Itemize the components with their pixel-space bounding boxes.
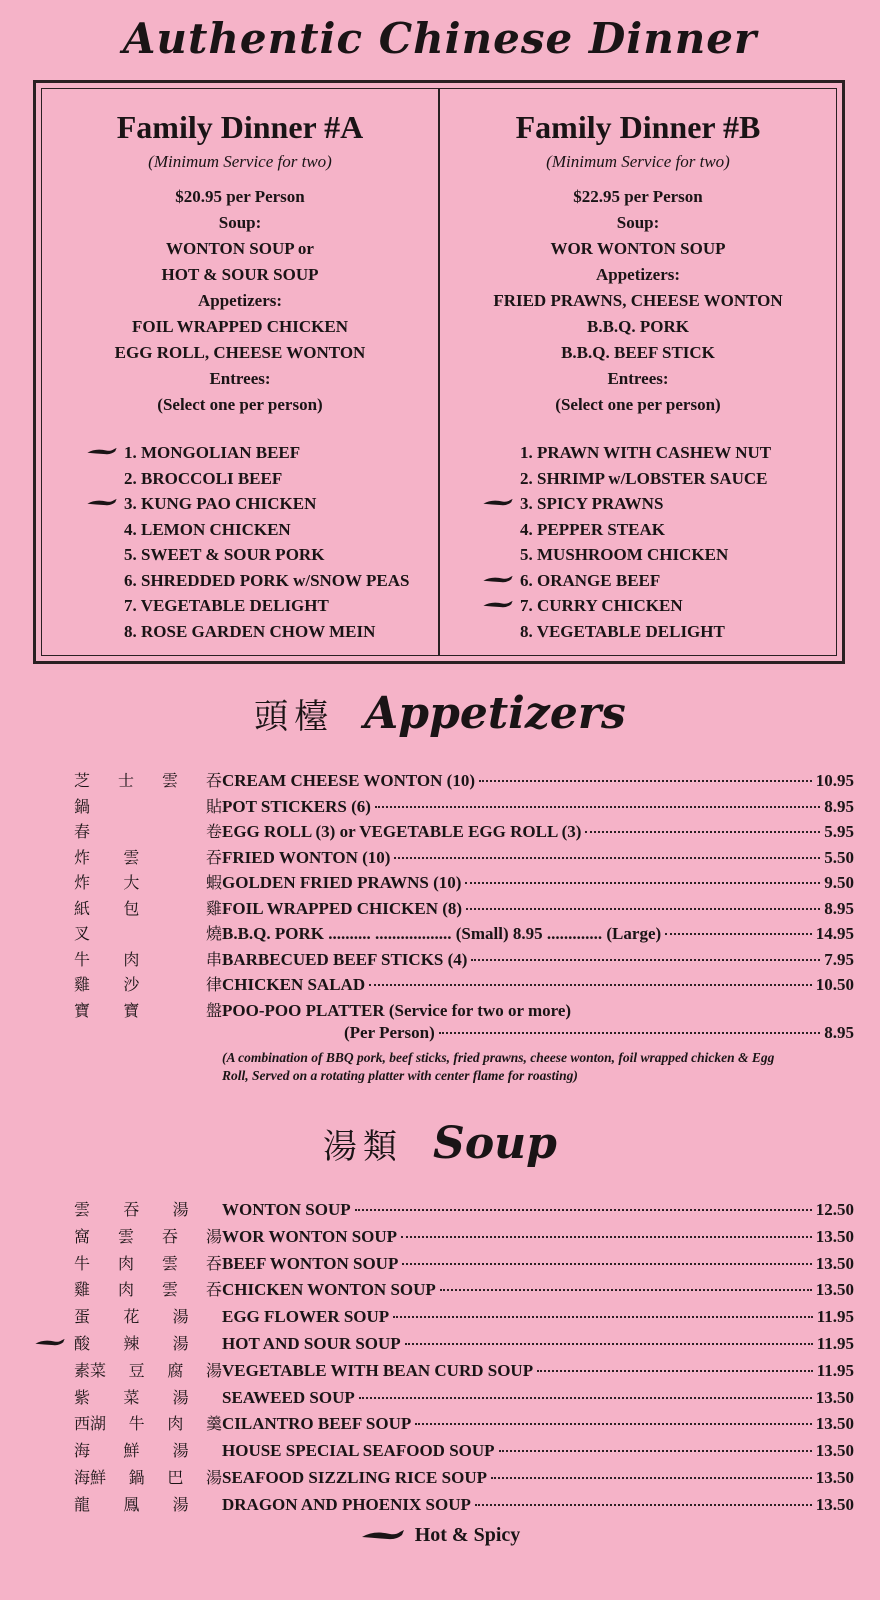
chinese-name <box>74 794 222 817</box>
menu-item <box>74 1465 854 1492</box>
per-person-label: (Per Person) <box>344 1023 435 1042</box>
appetizers-label: Appetizers: <box>197 291 283 310</box>
chinese-char: 肉 <box>117 1280 134 1300</box>
appetizers-heading-chinese: 頭檯 <box>254 697 335 737</box>
item-name: GOLDEN FRIED PRAWNS (10) <box>222 873 462 892</box>
entree-item <box>520 619 836 645</box>
chinese-char: 律 <box>205 975 222 994</box>
item-price: 13.50 <box>815 1387 854 1407</box>
entree-label: 4. PEPPER STEAK <box>520 519 665 539</box>
chinese-char: 窩 <box>74 1226 91 1246</box>
chinese-char: 海鮮 <box>74 1467 107 1487</box>
chinese-char: 酸 <box>74 1333 91 1353</box>
chinese-char: 西湖 <box>74 1414 107 1434</box>
chinese-char: 鮮 <box>123 1441 140 1461</box>
soup-option: WOR WONTON SOUP <box>550 239 726 258</box>
chinese-char: 湯 <box>172 1307 189 1327</box>
dot-leader <box>585 831 820 833</box>
item-name: CILANTRO BEEF SOUP <box>222 1414 412 1434</box>
chinese-char: 雲 <box>74 1200 91 1219</box>
chinese-char: 肉 <box>123 949 140 969</box>
chinese-char: 菜 <box>123 1387 140 1407</box>
menu-item <box>74 1224 854 1251</box>
chinese-name <box>74 1277 222 1300</box>
appetizers-label: Appetizers: <box>595 265 681 284</box>
item-name: CREAM CHEESE WONTON (10) <box>222 771 475 790</box>
entree-label: 1. PRAWN WITH CASHEW NUT <box>520 443 772 462</box>
item-price: 13.50 <box>815 1253 854 1273</box>
entree-label: 8. ROSE GARDEN CHOW MEIN <box>124 621 376 641</box>
chinese-char: 龍 <box>74 1494 91 1514</box>
chinese-char: 湯 <box>172 1200 189 1219</box>
menu-item <box>74 1358 854 1385</box>
chinese-char: 包 <box>123 898 140 918</box>
chinese-char: 湯 <box>172 1441 189 1461</box>
item-name: HOT AND SOUR SOUP <box>222 1333 401 1353</box>
appetizer-item: B.B.Q. BEEF STICK <box>561 343 715 362</box>
appetizers-heading-english: Appetizers <box>364 688 626 739</box>
dot-leader <box>401 1236 812 1238</box>
item-name: WOR WONTON SOUP <box>222 1226 398 1246</box>
chinese-char: 芝 <box>74 771 91 790</box>
chinese-char: 蛋 <box>74 1307 91 1327</box>
dot-leader <box>479 780 812 782</box>
item-name: VEGETABLE WITH BEAN CURD SOUP <box>222 1360 534 1380</box>
item-price: 13.50 <box>815 1280 854 1300</box>
menu-item <box>74 998 854 1024</box>
appetizer-list <box>74 768 854 1085</box>
dot-leader <box>439 1032 820 1034</box>
legend-label: Hot & Spicy <box>414 1524 521 1546</box>
family-dinner-a <box>42 89 440 655</box>
item-name: WONTON SOUP <box>222 1200 351 1219</box>
appetizer-item: EGG ROLL, CHEESE WONTON <box>114 343 366 362</box>
chili-pepper-icon <box>482 497 514 509</box>
item-name: BARBECUED BEEF STICKS (4) <box>222 949 468 969</box>
soup-label: Soup: <box>616 213 660 232</box>
item-price: 5.95 <box>824 822 854 841</box>
chinese-char: 紙 <box>74 898 91 918</box>
chinese-char: 豆 <box>128 1360 145 1380</box>
chinese-char: 鍋 <box>74 796 91 816</box>
chinese-char: 吞 <box>205 847 222 867</box>
item-price: 13.50 <box>815 1494 854 1514</box>
item-name: BEEF WONTON SOUP <box>222 1253 399 1273</box>
menu-item <box>74 1277 854 1304</box>
entree-item <box>124 619 438 645</box>
entrees-note: (Select one per person) <box>157 395 323 414</box>
chinese-char: 牛 <box>74 1253 91 1273</box>
item-name: FRIED WONTON (10) <box>222 847 391 867</box>
dot-leader <box>375 806 820 808</box>
appetizer-item: B.B.Q. PORK <box>586 317 689 336</box>
chinese-char: 湯 <box>205 1360 222 1380</box>
item-price: 11.95 <box>816 1360 854 1380</box>
menu-item <box>74 768 854 794</box>
chinese-char: 湯 <box>172 1333 189 1353</box>
item-price: 10.95 <box>815 771 854 790</box>
dot-leader <box>415 1423 812 1425</box>
dot-leader <box>537 1370 813 1372</box>
entree-label: 2. BROCCOLI BEEF <box>124 468 283 488</box>
entree-label: 5. MUSHROOM CHICKEN <box>520 545 729 564</box>
item-price: 10.50 <box>815 975 854 994</box>
dinner-price: $20.95 per Person <box>175 187 305 206</box>
chinese-name <box>74 1492 222 1515</box>
chinese-name <box>74 870 222 893</box>
chinese-char: 炸 <box>74 847 91 867</box>
dot-leader <box>355 1209 812 1211</box>
dot-leader <box>465 882 820 884</box>
item-price: 9.50 <box>824 873 854 892</box>
menu-item <box>74 1492 854 1519</box>
menu-item <box>74 947 854 973</box>
soup-option: HOT & SOUR SOUP <box>161 265 319 284</box>
entree-item <box>124 440 438 466</box>
entrees-label: Entrees: <box>209 369 271 388</box>
chili-pepper-icon <box>482 599 514 611</box>
family-dinner-b-heading: Family Dinner #B <box>515 109 761 145</box>
dot-leader <box>665 933 812 935</box>
chili-pepper-icon <box>482 574 514 586</box>
menu-item <box>74 1251 854 1278</box>
chinese-name <box>74 819 222 842</box>
soup-heading-chinese: 湯類 <box>323 1127 404 1167</box>
chinese-name <box>74 1304 222 1327</box>
chinese-char: 士 <box>117 771 134 790</box>
menu-item <box>74 819 854 845</box>
appetizer-item: FRIED PRAWNS, CHEESE WONTON <box>493 291 783 310</box>
chinese-char: 花 <box>123 1307 140 1327</box>
entree-item <box>520 568 836 594</box>
chinese-name <box>74 1385 222 1408</box>
platter-per-person-row <box>74 1023 854 1049</box>
dot-leader <box>393 1316 813 1318</box>
chinese-name <box>74 1331 222 1354</box>
menu-item <box>74 972 854 998</box>
dot-leader <box>405 1343 813 1345</box>
entree-item <box>520 517 836 543</box>
entree-label: 4. LEMON CHICKEN <box>124 519 291 539</box>
menu-item <box>74 1438 854 1465</box>
dot-leader <box>402 1263 811 1265</box>
item-price: 8.95 <box>824 1023 854 1042</box>
item-price: 7.95 <box>824 949 854 969</box>
chinese-name <box>74 947 222 970</box>
dot-leader <box>359 1397 812 1399</box>
chinese-char: 雲 <box>161 1253 178 1273</box>
chinese-char: 吞 <box>123 1200 140 1219</box>
soup-heading <box>0 1118 880 1169</box>
appetizer-item: FOIL WRAPPED CHICKEN <box>132 317 348 336</box>
chinese-char: 紫 <box>74 1387 91 1407</box>
menu-item <box>74 845 854 871</box>
item-name: SEAFOOD SIZZLING RICE SOUP <box>222 1467 487 1487</box>
soup-list <box>74 1197 854 1519</box>
item-name: CHICKEN WONTON SOUP <box>222 1280 436 1300</box>
item-name: EGG FLOWER SOUP <box>222 1307 390 1327</box>
chinese-char: 牛 <box>74 949 91 969</box>
minimum-service: (Minimum Service for two) <box>148 152 332 171</box>
chinese-name <box>74 845 222 868</box>
item-name: POT STICKERS (6) <box>222 796 371 816</box>
chinese-char: 鍋 <box>128 1467 145 1487</box>
menu-item <box>74 1197 854 1224</box>
soup-heading-english: Soup <box>433 1118 557 1169</box>
item-price: 12.50 <box>815 1200 854 1219</box>
chinese-name <box>74 768 222 791</box>
chinese-char: 炸 <box>74 873 91 892</box>
menu-item <box>74 1385 854 1412</box>
entree-item <box>124 517 438 543</box>
chili-pepper-icon <box>34 1337 66 1349</box>
item-name: SEAWEED SOUP <box>222 1387 355 1407</box>
entree-label: 2. SHRIMP w/LOBSTER SAUCE <box>520 468 768 488</box>
item-name: B.B.Q. PORK .......... .................. (Small) 8.95 ............. (Large) <box>222 924 662 943</box>
chili-pepper-icon <box>360 1528 406 1544</box>
chinese-char: 大 <box>123 873 140 892</box>
chinese-name <box>74 1465 222 1488</box>
dot-leader <box>499 1450 812 1452</box>
chinese-char: 雞 <box>74 1280 91 1300</box>
chinese-char: 叉 <box>74 924 91 943</box>
entree-label: 7. VEGETABLE DELIGHT <box>124 596 329 615</box>
item-price: 14.95 <box>815 924 854 943</box>
chinese-char: 海 <box>74 1441 91 1461</box>
item-name: POO-POO PLATTER (Service for two or more) <box>222 1000 572 1020</box>
chinese-char: 卷 <box>205 822 222 841</box>
chinese-char: 吞 <box>205 1253 222 1273</box>
chinese-char: 腐 <box>167 1360 184 1380</box>
soup-label: Soup: <box>218 213 262 232</box>
chinese-char: 蝦 <box>205 873 222 892</box>
item-price: 13.50 <box>815 1226 854 1246</box>
chinese-name <box>74 972 222 995</box>
platter-note: (A combination of BBQ pork, beef sticks, fried prawns, cheese wonton, foil wrapped chicken & Egg Roll, Served on a rotating platter with center flame for roasting) <box>222 1049 775 1083</box>
chinese-char: 湯 <box>172 1494 189 1514</box>
item-price: 5.50 <box>824 847 854 867</box>
dot-leader <box>471 959 820 961</box>
chili-pepper-icon <box>86 497 118 509</box>
menu-item <box>74 1331 854 1358</box>
item-price: 13.50 <box>815 1467 854 1487</box>
entree-label: 6. ORANGE BEEF <box>520 570 661 590</box>
family-dinner-b <box>440 89 836 655</box>
chinese-char: 牛 <box>128 1414 145 1434</box>
chinese-char: 肉 <box>117 1253 134 1273</box>
menu-item <box>74 921 854 947</box>
chinese-char: 寶 <box>74 1000 91 1020</box>
entree-item <box>520 491 836 517</box>
entree-label: 8. VEGETABLE DELIGHT <box>520 621 725 641</box>
chinese-name <box>74 1197 222 1220</box>
menu-item <box>74 896 854 922</box>
item-price: 13.50 <box>815 1441 854 1461</box>
entree-item <box>124 593 438 619</box>
chinese-char: 肉 <box>167 1414 184 1434</box>
item-price: 11.95 <box>816 1307 854 1327</box>
chinese-char: 吞 <box>205 1280 222 1300</box>
entrees-note: (Select one per person) <box>555 395 721 414</box>
item-price: 8.95 <box>824 898 854 918</box>
chinese-char: 貼 <box>205 796 222 816</box>
chinese-char: 鳳 <box>123 1494 140 1514</box>
chinese-char: 串 <box>205 949 222 969</box>
dot-leader <box>394 857 820 859</box>
menu-item <box>74 1304 854 1331</box>
chinese-name <box>74 1411 222 1434</box>
dot-leader <box>466 908 820 910</box>
legend <box>0 1524 880 1547</box>
entree-item <box>520 593 836 619</box>
dot-leader <box>475 1504 812 1506</box>
menu-item <box>74 1411 854 1438</box>
soup-option: WONTON SOUP or <box>166 239 314 258</box>
entree-label: 7. CURRY CHICKEN <box>520 596 683 615</box>
chinese-name <box>74 998 222 1021</box>
entree-label: 6. SHREDDED PORK w/SNOW PEAS <box>124 570 410 590</box>
chinese-char: 巴 <box>167 1467 184 1487</box>
item-name: FOIL WRAPPED CHICKEN (8) <box>222 898 463 918</box>
chinese-name <box>74 1438 222 1461</box>
minimum-service: (Minimum Service for two) <box>546 152 730 171</box>
entree-list <box>42 440 438 644</box>
chinese-name <box>74 1224 222 1247</box>
chinese-name <box>74 1358 222 1381</box>
entrees-label: Entrees: <box>607 369 669 388</box>
chinese-name <box>74 896 222 919</box>
chinese-char: 雞 <box>74 975 91 994</box>
chinese-char: 沙 <box>123 975 140 994</box>
entree-label: 3. SPICY PRAWNS <box>520 494 664 513</box>
menu-item <box>74 870 854 896</box>
chinese-char: 辣 <box>123 1333 140 1353</box>
dinner-price: $22.95 per Person <box>573 187 703 206</box>
entree-item <box>124 568 438 594</box>
entree-item <box>520 542 836 568</box>
family-dinner-box <box>33 80 845 664</box>
chinese-char: 羹 <box>205 1414 222 1434</box>
chinese-char: 雲 <box>161 1280 178 1300</box>
page-title: Authentic Chinese Dinner <box>122 14 758 63</box>
entree-item <box>520 466 836 492</box>
item-name: HOUSE SPECIAL SEAFOOD SOUP <box>222 1441 495 1461</box>
chinese-char: 雞 <box>205 898 222 918</box>
dot-leader <box>440 1289 812 1291</box>
family-dinner-a-heading: Family Dinner #A <box>116 109 364 145</box>
item-name: DRAGON AND PHOENIX SOUP <box>222 1494 471 1514</box>
entree-item <box>520 440 836 466</box>
chinese-name <box>74 1251 222 1274</box>
chinese-char: 雲 <box>123 847 140 867</box>
entree-label: 5. SWEET & SOUR PORK <box>124 545 325 564</box>
chinese-char: 燒 <box>205 924 222 943</box>
entree-label: 3. KUNG PAO CHICKEN <box>124 494 317 513</box>
chinese-name <box>74 921 222 944</box>
chinese-char: 雲 <box>161 771 178 790</box>
item-price: 8.95 <box>824 796 854 816</box>
chinese-char: 素菜 <box>74 1360 107 1380</box>
entree-item <box>124 491 438 517</box>
chinese-char: 春 <box>74 822 91 841</box>
item-name: CHICKEN SALAD <box>222 975 366 994</box>
chinese-char: 雲 <box>117 1226 134 1246</box>
entree-item <box>124 542 438 568</box>
entree-item <box>124 466 438 492</box>
chinese-char: 湯 <box>172 1387 189 1407</box>
item-name: EGG ROLL (3) or VEGETABLE EGG ROLL (3) <box>222 822 582 841</box>
chinese-char: 吞 <box>161 1226 178 1246</box>
chili-pepper-icon <box>86 446 118 458</box>
appetizers-heading <box>0 688 880 739</box>
chinese-char: 湯 <box>205 1467 222 1487</box>
menu-item <box>74 794 854 820</box>
chinese-char: 湯 <box>205 1226 222 1246</box>
item-price: 13.50 <box>815 1414 854 1434</box>
chinese-char: 吞 <box>205 771 222 790</box>
entree-label: 1. MONGOLIAN BEEF <box>124 443 301 462</box>
chinese-char: 寶 <box>123 1000 140 1020</box>
dot-leader <box>369 984 812 986</box>
chinese-char: 盤 <box>205 1000 222 1020</box>
item-price: 11.95 <box>816 1333 854 1353</box>
dot-leader <box>491 1477 812 1479</box>
entree-list <box>440 440 836 644</box>
